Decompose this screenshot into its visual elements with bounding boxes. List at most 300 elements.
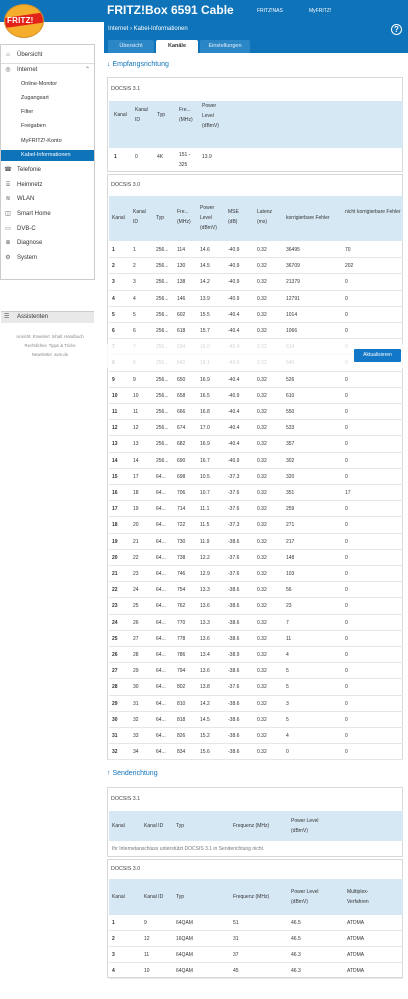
tab-channels[interactable]: Kanäle [156, 40, 198, 53]
sidebar-item-dvbc[interactable] [1, 225, 94, 235]
cell: 3 [133, 279, 136, 286]
cell: 0.32 [257, 668, 267, 675]
cell: 16.8 [200, 409, 210, 415]
table-row [109, 242, 403, 258]
table-row [109, 631, 403, 647]
cell: 5 [286, 684, 289, 691]
sidebar-sub-zugangsart[interactable]: Zugangsart [21, 95, 49, 101]
col-header: Kanal ID [133, 209, 146, 225]
cell: 30 [112, 716, 118, 723]
cell: -40.4 [228, 425, 240, 432]
col-header: Kanal [112, 894, 125, 900]
cell: 11 [112, 409, 118, 415]
cell: 64... [156, 538, 166, 545]
cell: 0 [345, 295, 348, 302]
panel-docsis30-down [107, 174, 403, 760]
cell: 0.32 [257, 733, 267, 739]
footer-link[interactable]: Rechtliches [24, 343, 47, 348]
cell: 0 [345, 716, 348, 723]
cell: 25 [133, 603, 139, 610]
cell: 0.32 [257, 619, 267, 626]
cell: 0 [345, 522, 348, 529]
col-header: Kanal ID [135, 107, 148, 123]
cell: 46.3 [291, 968, 301, 974]
cell: 0.32 [257, 328, 267, 334]
sidebar-item-internet[interactable] [1, 66, 94, 76]
cell: 15 [112, 473, 118, 480]
cell: 21379 [286, 279, 300, 286]
cell: 11.1 [200, 506, 210, 513]
cell: 818 [177, 716, 186, 723]
cell: 0.32 [257, 538, 267, 545]
cell: 0 [345, 571, 348, 577]
cell: 4 [286, 733, 289, 739]
sidebar-item-telefonie[interactable] [1, 166, 94, 176]
cell: 0 [345, 700, 348, 707]
sidebar-item-label: Heimnetz [17, 182, 43, 188]
cell: 0 [345, 392, 348, 399]
table-row [109, 372, 403, 388]
cell: 64... [156, 700, 166, 707]
cell: 70 [345, 247, 351, 253]
cell: 28 [133, 652, 139, 658]
cell: 45 [233, 968, 239, 974]
cell: 762 [177, 603, 186, 610]
breadcrumb[interactable]: Internet › Kabel-Informationen [108, 26, 188, 32]
myfritz-link[interactable]: MyFRITZ! [309, 8, 332, 14]
cell: 64QAM [176, 968, 193, 974]
table-row [109, 947, 403, 963]
col-header: Kanal ID [144, 894, 164, 900]
cell: 64QAM [176, 952, 193, 958]
col-header: Latenz (ms) [257, 209, 273, 225]
cell: 0.32 [257, 506, 267, 513]
cell: 31 [133, 700, 139, 707]
sidebar-sub-online-monitor[interactable]: Online-Monitor [21, 81, 58, 87]
cell: 9 [144, 920, 147, 926]
cell: 698 [177, 473, 186, 480]
table-row [109, 663, 403, 679]
cell: -38.6 [228, 700, 240, 707]
cell: 14.5 [200, 263, 210, 270]
sidebar-sub-kabel-informationen[interactable]: Kabel-Informationen [1, 150, 94, 161]
cell: -37.6 [228, 554, 240, 561]
table-row [109, 931, 403, 947]
cell: 19 [133, 506, 139, 513]
cell: 64... [156, 668, 166, 675]
cell: 13.8 [200, 684, 210, 691]
footer-link[interactable]: Newsletter [31, 352, 53, 357]
cell: 10.7 [200, 490, 210, 496]
cell: -37.6 [228, 490, 240, 496]
help-icon[interactable]: ? [391, 24, 402, 35]
cell: 64... [156, 684, 166, 691]
cell: 256... [156, 441, 169, 448]
cell: 11.9 [200, 538, 210, 545]
cell: 256... [156, 247, 169, 253]
cell: 148 [286, 554, 295, 561]
cell: 256... [156, 263, 169, 270]
cell: -37.3 [228, 522, 240, 529]
cell: 5 [286, 668, 289, 675]
cell: 0 [345, 506, 348, 513]
cell: 29 [112, 700, 118, 707]
cell: 320 [286, 473, 295, 480]
cell: 14.5 [200, 716, 210, 723]
cell: 21 [133, 538, 139, 545]
cell: 714 [177, 506, 186, 513]
cell: 37 [233, 952, 239, 958]
cell: 26 [133, 619, 139, 626]
cell: 722 [177, 522, 186, 529]
cell: 0 [345, 619, 348, 626]
cell: 56 [286, 587, 292, 594]
cell: 23 [286, 603, 292, 610]
cell: 746 [177, 571, 186, 577]
col-header: Typ [176, 823, 185, 829]
cell: 826 [177, 733, 186, 739]
table-row [109, 274, 403, 290]
cell: 0 [345, 652, 348, 658]
cell: 151 - 325 [179, 152, 191, 168]
cell: 4 [112, 968, 115, 974]
smarthome-icon: ◫ [5, 211, 11, 217]
cell: 20 [133, 522, 139, 529]
sidebar-item-heimnetz[interactable] [1, 181, 94, 191]
cell: 6 [133, 328, 136, 334]
table-row [109, 453, 403, 469]
footer-link[interactable]: avm.de [54, 352, 69, 357]
cell: 682 [177, 441, 186, 448]
cell: 1 [112, 247, 115, 253]
cell: 0.32 [257, 635, 267, 642]
panel-docsis31-down [107, 77, 403, 172]
cell: -40.4 [228, 311, 240, 318]
cell: 10 [133, 392, 139, 399]
sidebar-item-label: Diagnose [17, 240, 43, 246]
col-header: Fre... (MHz) [179, 107, 193, 123]
table-row [109, 307, 403, 323]
cell: 5 [133, 311, 136, 318]
cell: -37.6 [228, 684, 240, 691]
cell: 130 [177, 263, 186, 270]
section-title-downstream: ↓ Empfangsrichtung [107, 61, 169, 68]
cell: 0 [345, 457, 348, 464]
cell: -40.4 [228, 409, 240, 415]
table-row [109, 291, 403, 307]
cell: 351 [286, 490, 295, 496]
cell: 34 [133, 749, 139, 756]
cell: 13.6 [200, 668, 210, 675]
home-icon: ⌂ [6, 52, 10, 58]
cell: 9 [133, 376, 136, 383]
sidebar-item-label: Telefonie [17, 167, 42, 173]
cell: 256... [156, 311, 169, 318]
cell: 0.32 [257, 392, 267, 399]
cell: 810 [177, 700, 186, 707]
cell: 256... [156, 295, 169, 302]
cell: 618 [177, 328, 186, 334]
sidebar-sub-myfritz-konto[interactable]: MyFRITZ!-Konto [21, 138, 62, 144]
col-header: Power Level (dBmV) [291, 889, 319, 905]
cell: 4 [133, 295, 136, 302]
cell: 0 [345, 538, 348, 545]
sidebar-sub-freigaben[interactable]: Freigaben [21, 123, 46, 129]
cell: 14.2 [200, 700, 210, 707]
table-row [109, 963, 403, 979]
cell: 526 [286, 376, 295, 383]
cell: ATDMA [347, 920, 365, 926]
fritznas-link[interactable]: FRITZ!NAS [257, 8, 283, 14]
cell: 256... [156, 392, 169, 399]
cell: 357 [286, 441, 295, 448]
cell: 30 [133, 684, 139, 691]
cell: 0 [286, 749, 289, 756]
cell: 802 [177, 684, 186, 691]
cell: 12791 [286, 295, 300, 302]
cell: 0 [135, 154, 138, 160]
cell: 13.6 [200, 603, 210, 610]
cell: 13.9 [200, 295, 210, 302]
col-header: Kanal [112, 823, 125, 829]
cell: 0 [345, 441, 348, 448]
panel-docsis30-up [107, 859, 403, 978]
sidebar-item-label: Übersicht [17, 52, 43, 58]
sidebar-item-diagnose[interactable] [1, 239, 94, 249]
cell: 2 [112, 936, 115, 942]
cell: -38.6 [228, 587, 240, 594]
cell: 0.32 [257, 441, 267, 448]
cell: 786 [177, 652, 186, 658]
footer-link[interactable]: Ansicht: Erweitert [16, 334, 50, 339]
sidebar-item-assistenten[interactable] [1, 311, 94, 323]
cell: 32 [112, 749, 118, 756]
cell: 64... [156, 652, 166, 658]
cell: 64... [156, 571, 166, 577]
cell: 674 [177, 425, 186, 432]
cell: 5 [286, 716, 289, 723]
cell: -38.6 [228, 733, 240, 739]
cell: 31 [233, 936, 239, 942]
cell: 0 [345, 684, 348, 691]
cell: 10 [112, 392, 118, 399]
cell: 15.2 [200, 733, 210, 739]
footer-link[interactable]: Handbuch [64, 334, 84, 339]
col-header: Typ [176, 894, 185, 900]
system-icon: ⚙ [5, 255, 11, 261]
cell: 31 [112, 733, 118, 739]
cell: 64... [156, 522, 166, 529]
cell: 0 [345, 587, 348, 594]
col-header: Kanal ID [144, 823, 164, 829]
cell: -38.6 [228, 538, 240, 545]
cell: 27 [133, 635, 139, 642]
wifi-icon: ≋ [5, 196, 11, 202]
cell: 0 [345, 554, 348, 561]
cell: 64... [156, 716, 166, 723]
col-header: Typ [156, 215, 165, 221]
cell: 6 [112, 328, 115, 334]
cell: 794 [177, 668, 186, 675]
cell: 256... [156, 457, 169, 464]
sidebar-item-system[interactable] [1, 254, 94, 264]
panel-title: DOCSIS 3.1 [111, 796, 141, 802]
cell: 17 [345, 490, 351, 496]
cell: -37.3 [228, 473, 240, 480]
cell: ATDMA [347, 936, 365, 942]
network-icon: ⌸ [6, 182, 10, 188]
cell: 4 [112, 295, 115, 302]
cell: 0.32 [257, 700, 267, 707]
sidebar-item-wlan[interactable] [1, 195, 94, 205]
cell: 24 [133, 587, 139, 594]
cell: 16.9 [200, 376, 210, 383]
cell: 33 [133, 733, 139, 739]
cell: 10 [144, 968, 150, 974]
col-header: Kanal [114, 112, 127, 118]
cell: 834 [177, 749, 186, 756]
table-row [109, 420, 403, 436]
cell: 64... [156, 635, 166, 642]
cell: 256... [156, 279, 169, 286]
docsis31-upstream-note: Ihr Internetanschluss unterstützt DOCSIS 3.1 in Senderichtung nicht. [112, 846, 265, 852]
cell: -40.9 [228, 247, 240, 253]
sidebar-item-label: Smart Home [17, 211, 51, 217]
col-header: MSE (dB) [228, 209, 239, 225]
cell: 0.32 [257, 311, 267, 318]
sidebar-item-label: Internet [17, 67, 38, 73]
cell: 0.32 [257, 425, 267, 432]
cell: 0.32 [257, 603, 267, 610]
tab-settings[interactable]: Einstellungen [200, 40, 250, 53]
table-row [109, 323, 403, 339]
cell: 0.32 [257, 749, 267, 756]
cell: 256... [156, 409, 169, 415]
cell: 64... [156, 473, 166, 480]
cell: 0.32 [257, 473, 267, 480]
cell: 533 [286, 425, 295, 432]
table-row [109, 534, 403, 550]
cell: 738 [177, 554, 186, 561]
cell: ATDMA [347, 968, 365, 974]
cell: 3 [286, 700, 289, 707]
table-row [109, 728, 403, 744]
table-row [109, 436, 403, 452]
panel-title: DOCSIS 3.0 [111, 182, 141, 188]
cell: 0 [345, 279, 348, 286]
cell: 19 [112, 538, 118, 545]
footer-link[interactable]: Tipps & Tricks [48, 343, 76, 348]
cell: 0.32 [257, 684, 267, 691]
cell: 666 [177, 409, 186, 415]
cell: 22 [112, 587, 118, 594]
cell: 1 [114, 154, 117, 160]
tab-bar [104, 38, 408, 53]
cell: 256... [156, 328, 169, 334]
product-title: FRITZ!Box 6591 Cable [107, 3, 234, 17]
fritz-logo[interactable] [4, 4, 44, 38]
sidebar-item-label: Assistenten [17, 314, 49, 320]
col-header: Frequenz (MHz) [233, 894, 270, 900]
col-header: Fre... (MHz) [177, 209, 191, 225]
cell: 0.32 [257, 587, 267, 594]
refresh-button[interactable]: Aktualisieren [354, 349, 401, 362]
cell: 2 [133, 263, 136, 270]
cell: 0.32 [257, 571, 267, 577]
cell: 3 [112, 279, 115, 286]
cell: 114 [177, 247, 185, 253]
footer-link[interactable]: Inhalt [51, 334, 63, 339]
cell: 0.32 [257, 457, 267, 464]
col-header: Power Level (dBmV) [200, 205, 217, 231]
cell: -38.6 [228, 749, 240, 756]
cell: 0.32 [257, 554, 267, 561]
table-header [109, 196, 403, 241]
cell: 0.32 [257, 279, 267, 286]
sidebar [0, 44, 95, 320]
cell: 0.32 [257, 652, 267, 658]
cell: 0 [345, 409, 348, 415]
cell: 26 [112, 652, 118, 658]
col-header: nicht korrigierbare Fehler [345, 209, 401, 215]
cell: 46.3 [291, 952, 301, 958]
cell: 754 [177, 587, 186, 594]
table-row [109, 501, 403, 517]
sidebar-item-label: DVB-C [17, 226, 36, 232]
cell: 64... [156, 490, 166, 496]
cell: 217 [286, 538, 295, 545]
cell: 4 [286, 652, 289, 658]
table-row [109, 258, 403, 274]
cell: 302 [286, 457, 295, 464]
cell: 690 [177, 457, 186, 464]
cell: -40.9 [228, 279, 240, 286]
cell: -40.9 [228, 295, 240, 302]
table-row [109, 647, 403, 663]
cell: 256... [156, 425, 169, 432]
tab-overview[interactable]: Übersicht [108, 40, 154, 53]
cell: 11 [144, 952, 150, 958]
sidebar-item-smart-home[interactable] [1, 210, 94, 220]
panel-title: DOCSIS 3.0 [111, 866, 141, 872]
cell: 0 [345, 749, 348, 756]
cell: 2 [112, 263, 115, 270]
cell: -38.6 [228, 619, 240, 626]
cell: 0.32 [257, 295, 267, 302]
table-header [109, 811, 403, 841]
sidebar-item-overview[interactable] [1, 51, 94, 61]
cell: 13.9 [202, 154, 212, 160]
cell: 16 [112, 490, 118, 496]
cell: 13 [112, 441, 118, 448]
cell: 650 [177, 376, 186, 383]
table-row [109, 598, 403, 614]
cell: 0.32 [257, 490, 267, 496]
cell: -38.6 [228, 668, 240, 675]
cell: 20 [112, 554, 118, 561]
table-row [109, 679, 403, 695]
cell: 4K [157, 154, 164, 160]
cell: 13 [133, 441, 139, 448]
cell: 1066 [286, 328, 298, 334]
chevron-up-icon: ⌃ [85, 67, 91, 73]
sidebar-sub-filter[interactable]: Filter [21, 109, 34, 115]
panel-docsis31-up [107, 787, 403, 857]
col-header: Kanal [112, 215, 125, 221]
cell: 13.4 [200, 652, 210, 658]
top-bar [0, 0, 408, 22]
cell: 11 [286, 635, 292, 642]
